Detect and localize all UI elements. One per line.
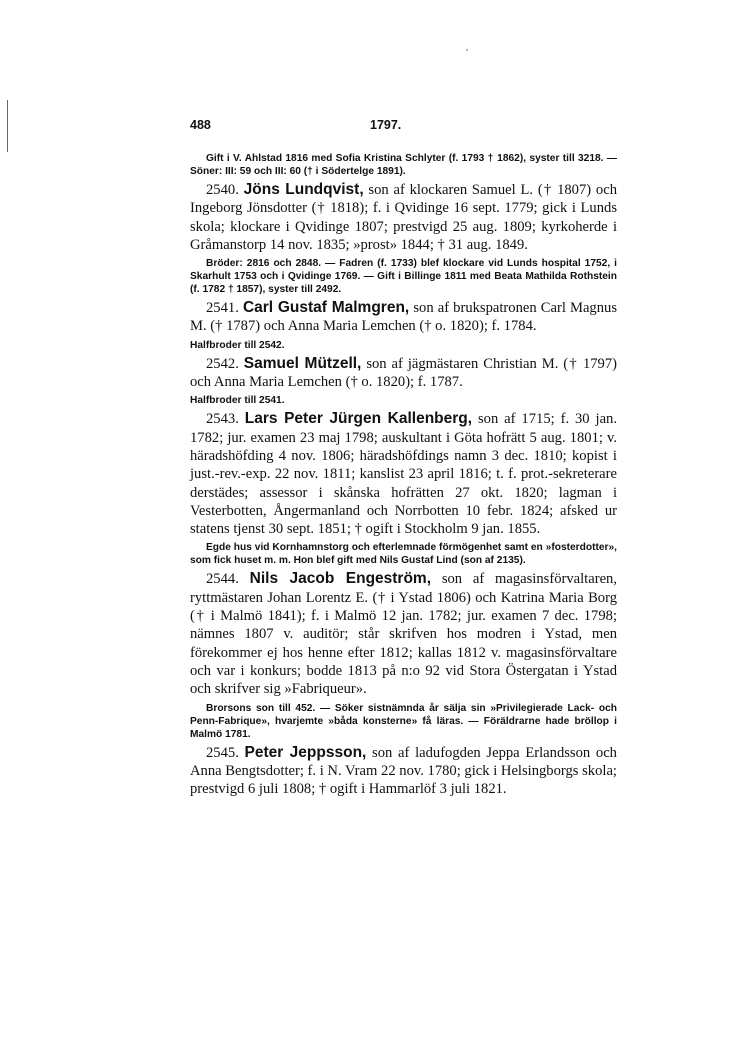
entry-name: Carl Gustaf Malmgren,: [242, 299, 410, 317]
page-content: [190, 152, 617, 801]
entry-note: Brorsons son till 452. — Söker sistnämnda år sälja sin »Privilegierade Lack- och Penn-Fabrique», hvarjemte »båda konsterne» få läras. — Föräldrarne hade bröllop i Malmö 1781.: [190, 702, 617, 740]
page-number: 488: [190, 118, 211, 132]
top-note: Gift i V. Ahlstad 1816 med Sofia Kristina Schlyter (f. 1793 † 1862), syster till 3218. — Söner: III: 59 och III: 60 († i Södertelge 1891).: [190, 153, 617, 177]
entry-2545: [190, 744, 617, 799]
entry-text: son af klockaren Samuel L. († 1807) och Ingeborg Jönsdotter († 1818); f. i Qvidinge 16 sept. 1779; gick i Lunds skola; klockare i Qvidinge 1807; prestvigd 25 aug. 1809; kyrkoherde i Gråmanstorp 14 nov. 1835; »prost» 1844; † 31 aug. 1849.: [190, 182, 617, 253]
page-header: [190, 118, 617, 136]
entry-2542: [190, 355, 617, 392]
margin-rule: [7, 100, 8, 152]
entry-note: Egde hus vid Kornhamnstorg och efterlemnade förmögenhet samt en »fosterdotter», som fick huset m. m. Hon blef gift med Nils Gustaf Lind (son af 2135).: [190, 542, 617, 567]
entry-note: Halfbroder till 2542.: [190, 339, 285, 351]
entry-text: son af 1715; f. 30 jan. 1782; jur. examen 23 maj 1798; auskultant i Göta hofrätt 5 aug. 1801; v. häradshöfding 4 nov. 1806; häradshöfdings namn 3 dec. 1810; kopist i just.-rev.-exp. 22 nov. 1811; kanslist 23 april 1816; t. f. prot.-sekreterare derstädes; assessor i skånska hofrätten 27 okt. 1820; lagman i Vesterbotten, Ångermanland och Norrbotten 10 febr. 1824; afsked ur statens tjenst 30 sept. 1851; † ogift i Stockholm 9 jan. 1855.: [190, 411, 617, 538]
entry-number: 2545.: [206, 744, 239, 761]
entry-number: 2540.: [206, 182, 239, 198]
entry-text: son af brukspatronen Carl Magnus M. († 1787) och Anna Maria Lemchen († o. 1820); f. 1784.: [190, 300, 617, 335]
entry-name: Samuel Mützell,: [243, 354, 362, 372]
entry-text: son af magasinsförvaltaren, ryttmästaren Johan Lorentz E. († i Ystad 1806) och Katrina Maria Borg († i Malmö 1841); f. i Malmö 12 jan. 1782; jur. examen 7 dec. 1798; nämnes 1807 v. auditör; står skrifven hos modren i Ystad, men förekommer ej hos henne efter 1812; kallas 1812 v. magasinsförvaltare och var i konkurs; bodde 1813 på n:o 92 vid Stora Östergatan i Ystad och skrifver sig »Fabriqueur».: [190, 571, 617, 698]
entry-name: Jöns Lundqvist,: [243, 181, 364, 198]
entry-note: Halfbroder till 2541.: [190, 395, 285, 407]
entry-2544: [190, 570, 617, 698]
entry-name: Peter Jeppsson,: [244, 743, 367, 761]
speck: [466, 49, 468, 51]
entry-number: 2544.: [206, 571, 239, 588]
entry-note: Bröder: 2816 och 2848. — Fadren (f. 1733) blef klockare vid Lunds hospital 1752, i Skarhult 1753 och i Qvidinge 1769. — Gift i Billinge 1811 med Beata Mathilda Rothstein (f. 1782 † 1857), syster till 2492.: [190, 258, 617, 296]
entry-name: Nils Jacob Engeström,: [249, 570, 432, 588]
entry-name: Lars Peter Jürgen Kallenberg,: [244, 410, 473, 428]
entry-2540: [190, 181, 617, 254]
entry-text: son af ladufogden Jeppa Erlandsson och Anna Bengtsdotter; f. i N. Vram 22 nov. 1780; gick i Helsingborgs skola; prestvigd 6 juli 1808; † ogift i Hammarlöf 3 juli 1821.: [190, 744, 617, 798]
entry-number: 2541.: [206, 300, 239, 317]
running-head: 1797.: [370, 118, 402, 132]
entry-number: 2543.: [206, 411, 239, 428]
entry-number: 2542.: [206, 355, 239, 372]
entry-2543: [190, 410, 617, 538]
entry-2541: [190, 299, 617, 336]
entry-text: son af jägmästaren Christian M. († 1797) och Anna Maria Lemchen († o. 1820); f. 1787.: [190, 355, 618, 391]
